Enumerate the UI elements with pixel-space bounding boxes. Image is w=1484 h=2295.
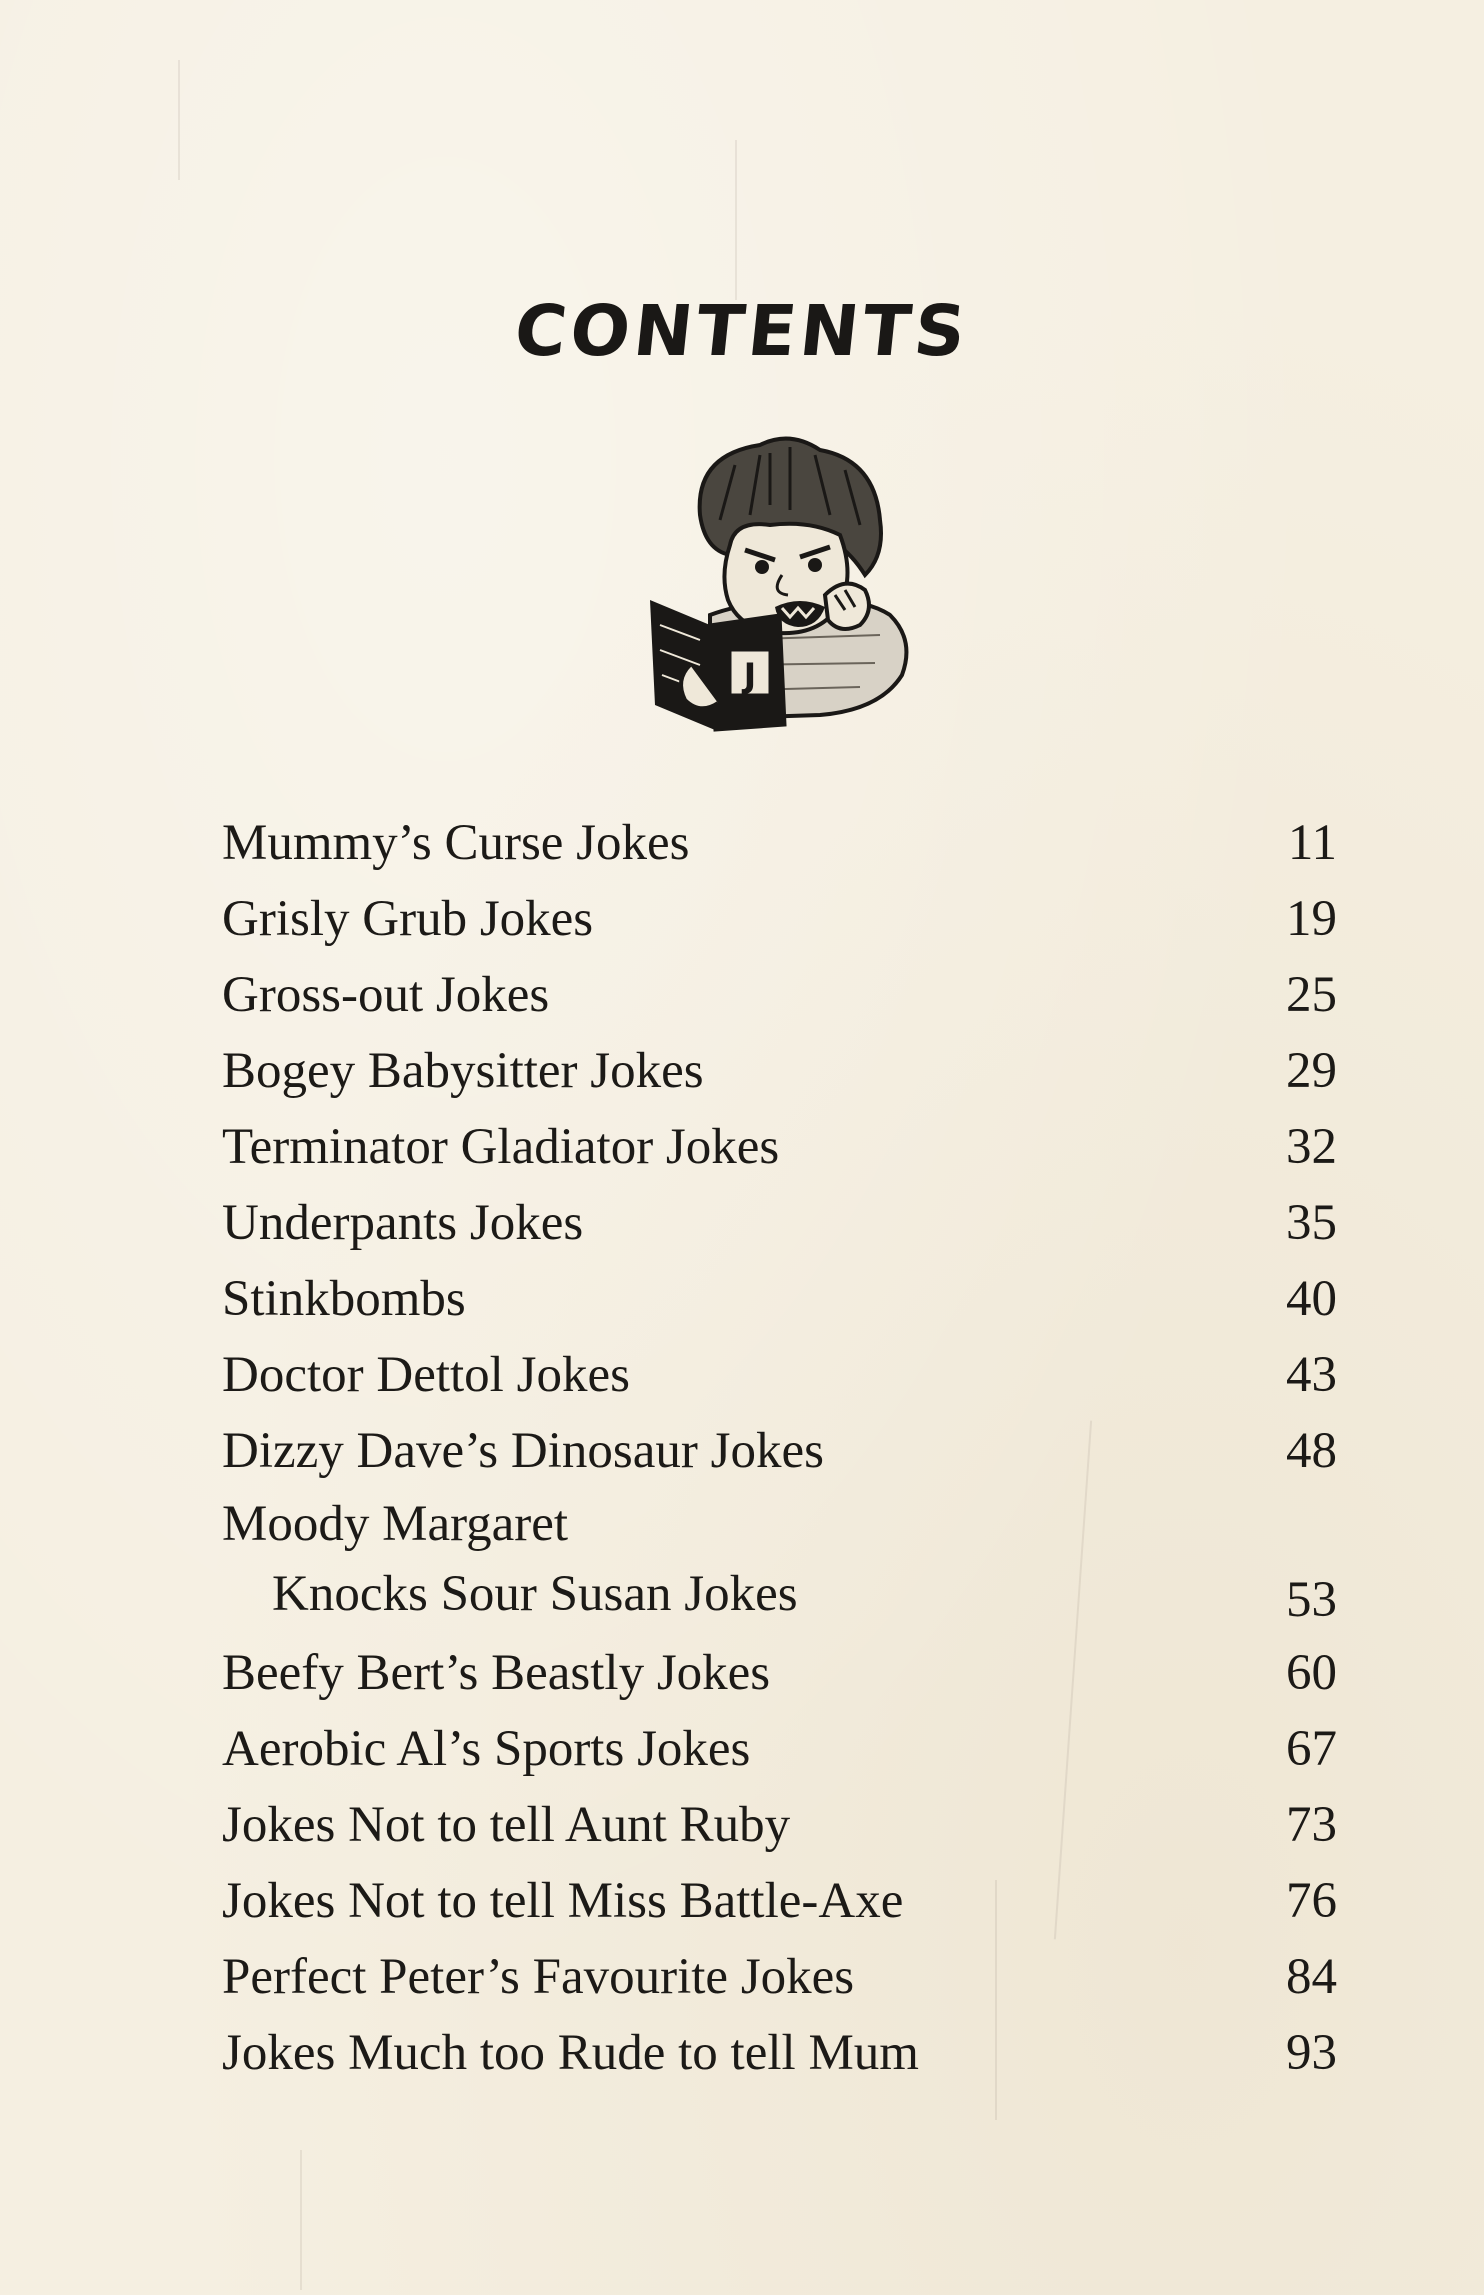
scan-streak [178,60,180,180]
boy-reading-joke-book-icon [640,425,920,735]
entry-page-number: 35 [1286,1195,1337,1251]
entry-title: Perfect Peter’s Favourite Jokes [222,1949,855,2005]
scan-streak [735,140,737,300]
entry-title: Underpants Jokes [222,1195,584,1251]
page-title: CONTENTS [510,290,974,372]
toc-entry [222,1787,1337,1863]
scan-streak [300,2150,302,2290]
entry-page-number: 32 [1286,1119,1337,1175]
toc-entry [222,1489,1337,1635]
entry-title: Gross-out Jokes [222,967,550,1023]
toc-entry [222,1261,1337,1337]
entry-page-number: 53 [1286,1572,1337,1628]
toc-entry [222,1635,1337,1711]
entry-page-number: 43 [1286,1347,1337,1403]
entry-title: Aerobic Al’s Sports Jokes [222,1721,751,1777]
toc-entry [222,1863,1337,1939]
entry-page-number: 60 [1286,1645,1337,1701]
entry-title-continued: Knocks Sour Susan Jokes [272,1566,798,1622]
toc-entry [222,1711,1337,1787]
entry-title: Stinkbombs [222,1271,466,1327]
toc-entry [222,1185,1337,1261]
entry-title: Jokes Not to tell Aunt Ruby [222,1797,791,1853]
entry-page-number: 76 [1286,1873,1337,1929]
entry-title: Mummy’s Curse Jokes [222,815,690,871]
book-letter: J [743,656,757,696]
entry-page-number: 93 [1286,2025,1337,2081]
toc-entry [222,1939,1337,2015]
entry-title: Moody Margaret [222,1496,569,1552]
toc-entry [222,1109,1337,1185]
entry-title: Grisly Grub Jokes [222,891,594,947]
entry-page-number: 67 [1286,1721,1337,1777]
entry-page-number: 84 [1286,1949,1337,2005]
toc-entry [222,1413,1337,1489]
entry-page-number: 11 [1287,815,1337,871]
entry-title: Beefy Bert’s Beastly Jokes [222,1645,771,1701]
entry-page-number: 40 [1286,1271,1337,1327]
toc-entry [222,881,1337,957]
toc-entry [222,2015,1337,2091]
entry-page-number: 73 [1286,1797,1337,1853]
entry-page-number: 25 [1286,967,1337,1023]
toc-entry [222,957,1337,1033]
entry-title-block [222,1489,798,1629]
toc-entry [222,805,1337,881]
entry-title: Doctor Dettol Jokes [222,1347,630,1403]
contents-list [222,805,1337,2091]
entry-title: Jokes Much too Rude to tell Mum [222,2025,919,2081]
entry-title: Terminator Gladiator Jokes [222,1119,780,1175]
entry-title: Dizzy Dave’s Dinosaur Jokes [222,1423,824,1479]
entry-page-number: 29 [1286,1043,1337,1099]
entry-title: Bogey Babysitter Jokes [222,1043,704,1099]
toc-entry [222,1337,1337,1413]
entry-page-number: 48 [1286,1423,1337,1479]
entry-title: Jokes Not to tell Miss Battle-Axe [222,1873,904,1929]
entry-page-number: 19 [1286,891,1337,947]
toc-entry [222,1033,1337,1109]
